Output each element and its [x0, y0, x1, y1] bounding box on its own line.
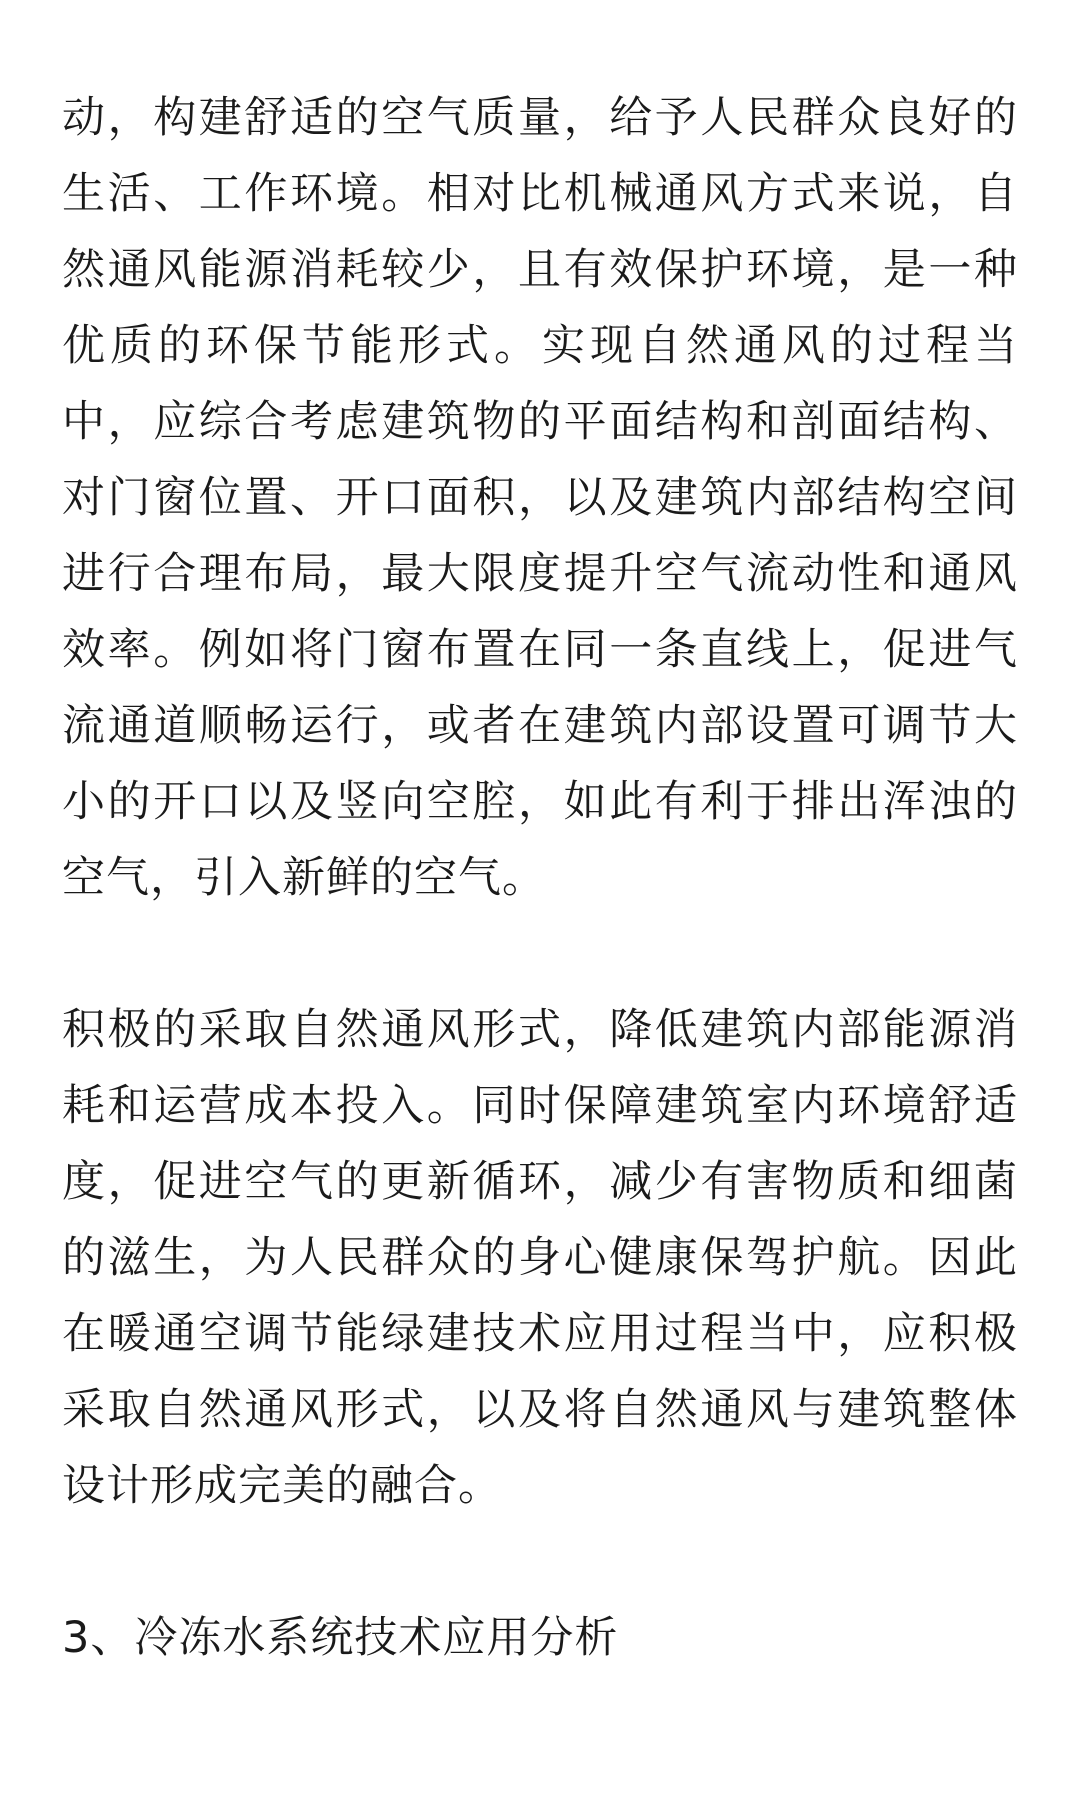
- paragraph-energy-saving: 积极的采取自然通风形式，降低建筑内部能源消耗和运营成本投入。同时保障建筑室内环境舒适度，促进空气的更新循环，减少有害物质和细菌的滋生，为人民群众的身心健康保驾护航。因此在暖通空调节能绿建技术应用过程当中，应积极采取自然通风形式，以及将自然通风与建筑整体设计形成完美的融合。: [62, 1005, 1018, 1511]
- paragraph-natural-ventilation: 动，构建舒适的空气质量，给予人民群众良好的生活、工作环境。相对比机械通风方式来说，自然通风能源消耗较少，且有效保护环境，是一种优质的环保节能形式。实现自然通风的过程当中，应综合考虑建筑物的平面结构和剖面结构、对门窗位置、开口面积，以及建筑内部结构空间进行合理布局，最大限度提升空气流动性和通风效率。例如将门窗布置在同一条直线上，促进气流通道顺畅运行，或者在建筑内部设置可调节大小的开口以及竖向空腔，如此有利于排出浑浊的空气，引入新鲜的空气。: [62, 93, 1018, 903]
- section-heading: 3、冷冻水系统技术应用分析: [62, 1613, 619, 1663]
- article-body: [62, 80, 1018, 1676]
